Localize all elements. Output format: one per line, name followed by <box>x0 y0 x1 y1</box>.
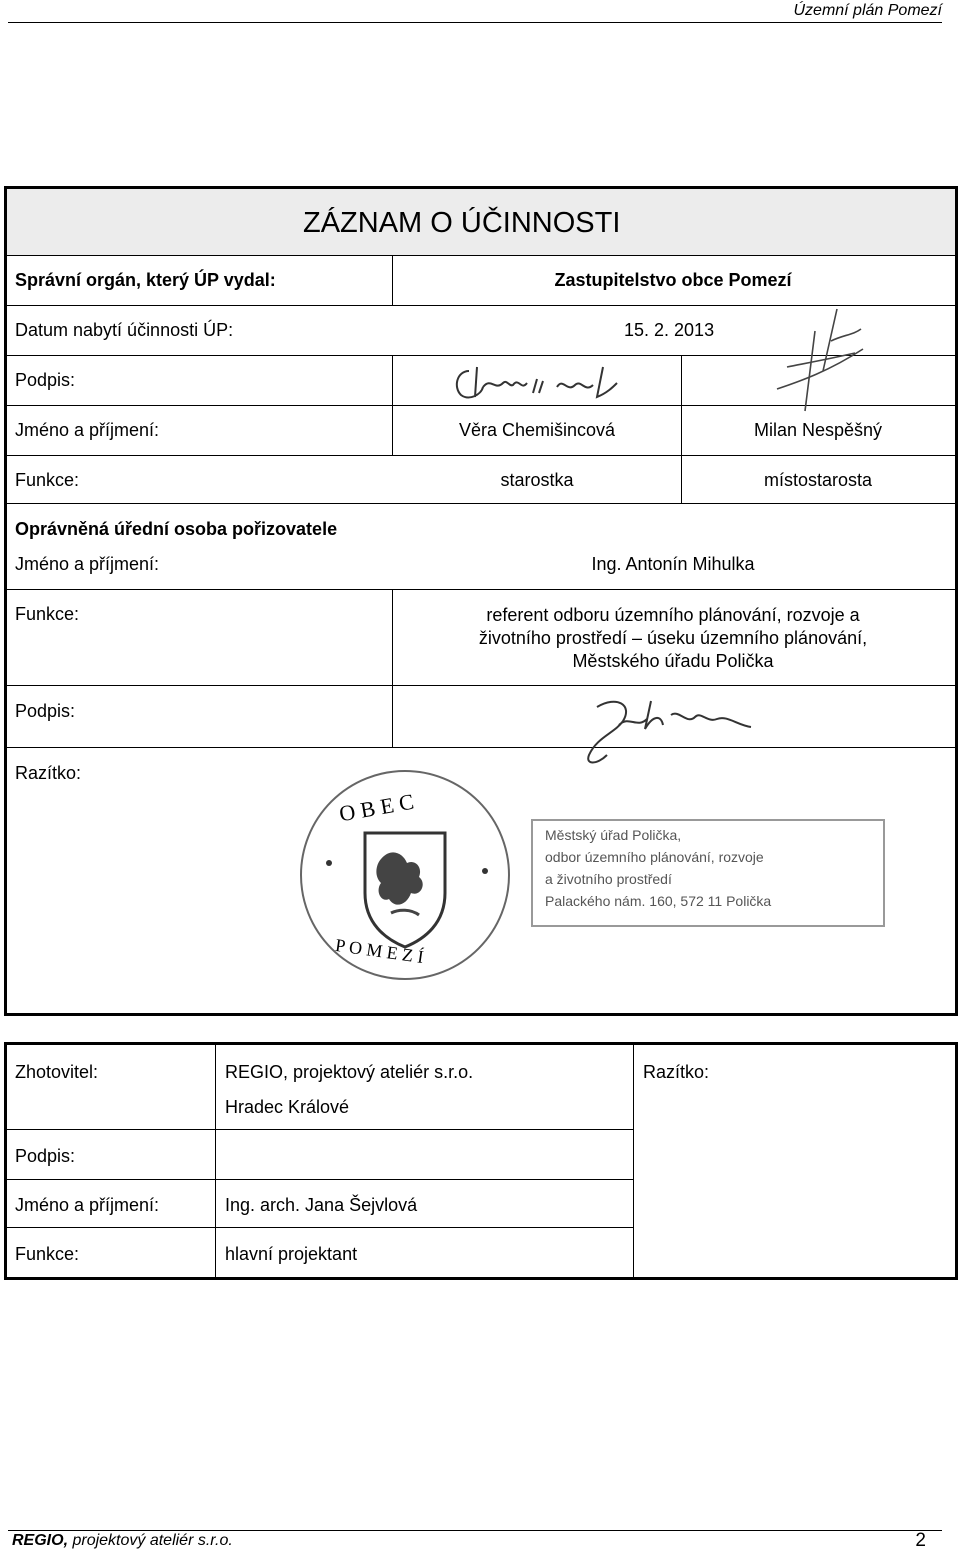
page-number: 2 <box>915 1530 926 1551</box>
header-rule <box>8 22 942 23</box>
footer-company <box>12 1532 233 1550</box>
col-divider <box>633 1045 634 1277</box>
organ-label: Správní orgán, který ÚP vydal: <box>15 270 276 290</box>
name-nespesny: Milan Nespěšný <box>753 420 883 440</box>
footer-company-rest: projektový ateliér s.r.o. <box>68 1532 233 1549</box>
row-divider <box>7 1227 633 1228</box>
row-divider <box>7 747 955 748</box>
maker-name-label: Jméno a příjmení: <box>15 1195 160 1215</box>
maker-label: Zhotovitel: <box>15 1062 99 1082</box>
row-divider <box>7 1129 633 1130</box>
authorized-heading: Oprávněná úřední osoba pořizovatele <box>15 519 338 539</box>
rect-stamp-line-2: odbor územního plánování, rozvoje <box>545 849 764 865</box>
mestsky-urad-rect-stamp <box>531 819 885 927</box>
round-stamp-top-text: O B E C <box>337 788 416 827</box>
date-value: 15. 2. 2013 <box>624 320 715 340</box>
function-mistostarosta: místostarosta <box>763 470 873 490</box>
running-header: Územní plán Pomezí <box>793 2 942 19</box>
auth-signature-label: Podpis: <box>15 701 76 721</box>
auth-name-value: Ing. Antonín Mihulka <box>591 554 755 574</box>
maker-signature-label: Podpis: <box>15 1146 76 1166</box>
maker-table <box>4 1042 958 1280</box>
record-title: ZÁZNAM O ÚČINNOSTI <box>303 207 621 239</box>
rect-stamp-line-1: Městský úřad Polička, <box>545 827 682 843</box>
row-divider <box>7 685 955 686</box>
date-label: Datum nabytí účinnosti ÚP: <box>15 320 234 340</box>
signature-chemisincova-image <box>447 357 637 405</box>
round-stamp-bottom-text: P O M E Z Í <box>334 934 425 968</box>
maker-line-1: REGIO, projektový ateliér s.r.o. <box>225 1062 474 1082</box>
organ-value: Zastupitelstvo obce Pomezí <box>554 270 792 290</box>
signature-nespesny-image <box>757 301 877 421</box>
auth-function-line-3: Městského úřadu Polička <box>572 651 774 671</box>
auth-function-label: Funkce: <box>15 604 80 624</box>
rect-stamp-line-4: Palackého nám. 160, 572 11 Polička <box>545 893 772 909</box>
signature-label: Podpis: <box>15 370 76 390</box>
auth-function-line-2: životního prostředí – úseku územního plánování, <box>478 628 868 648</box>
function-starostka: starostka <box>500 470 574 490</box>
maker-function-value: hlavní projektant <box>225 1244 358 1264</box>
maker-function-label: Funkce: <box>15 1244 80 1264</box>
row-divider <box>7 255 955 256</box>
rect-stamp-line-3: a životního prostředí <box>545 871 672 887</box>
row-divider <box>7 589 955 590</box>
auth-name-label: Jméno a příjmení: <box>15 554 160 574</box>
col-divider <box>215 1045 216 1277</box>
footer-company-bold: REGIO, <box>12 1532 69 1549</box>
row-divider <box>7 503 955 504</box>
stamp-label: Razítko: <box>15 763 82 783</box>
name-label: Jméno a příjmení: <box>15 420 160 440</box>
function-label: Funkce: <box>15 470 80 490</box>
maker-name-value: Ing. arch. Jana Šejvlová <box>225 1195 418 1215</box>
row-divider <box>7 455 955 456</box>
maker-stamp-label: Razítko: <box>643 1062 710 1082</box>
effectiveness-record-table <box>4 186 958 1016</box>
row-divider <box>7 1179 633 1180</box>
auth-function-line-1: referent odboru územního plánování, rozvoje a <box>486 605 860 625</box>
record-title-row <box>7 189 955 255</box>
obec-pomezi-round-stamp <box>295 763 515 983</box>
maker-line-2: Hradec Králové <box>225 1097 350 1117</box>
signature-mihulka-image <box>567 685 767 769</box>
name-chemisincova: Věra Chemišincová <box>458 420 616 440</box>
footer-rule <box>8 1530 942 1531</box>
